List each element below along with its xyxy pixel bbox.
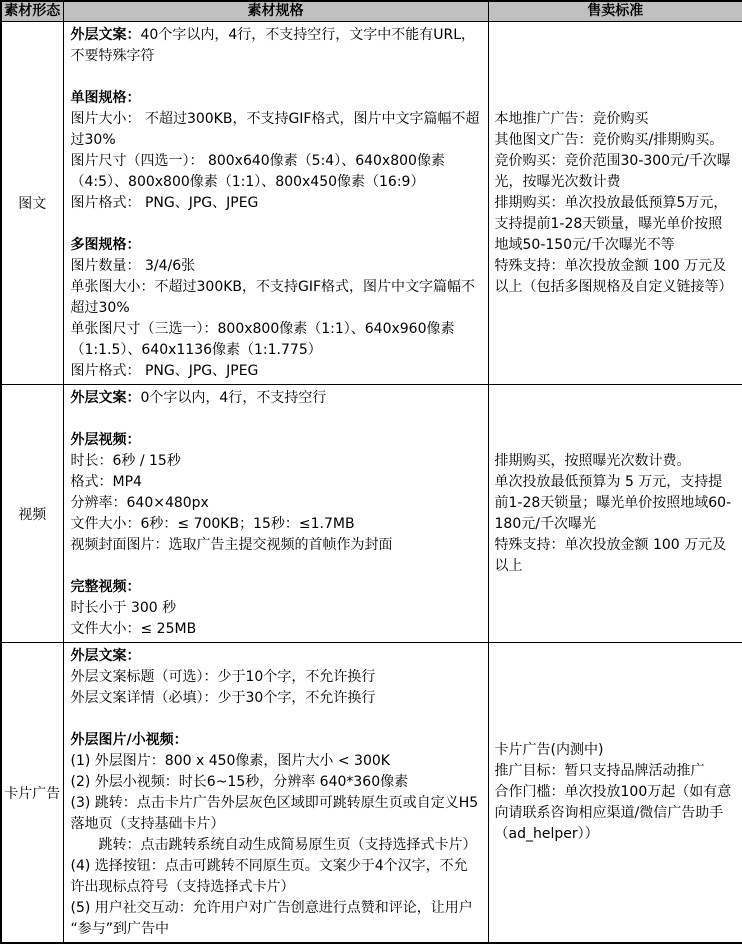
spec-line: (2) 外层小视频：时长6~15秒，分辨率 640*360像素 [70, 774, 409, 790]
spec-line [71, 214, 481, 235]
spec-line: (5) 用户社交互动：允许用户对广告创意进行点赞和评论，让用户“参与”到广告中 [70, 900, 473, 937]
spec-line: 多图规格： [70, 237, 141, 253]
spec-line: (4) 选择按钮：点击可跳转不同原生页。文案少于4个汉字，不允许出现标点符号（支持选择式卡片） [70, 858, 468, 895]
sale-line: 单次投放最低预算为 5 万元，支持提前1-28天锁量；曝光单价按照地域60-180元/千次曝光 [494, 473, 732, 532]
spec-line: 文件大小：6秒：≤ 700KB；15秒：≤1.7MB [70, 516, 355, 532]
table-row [1, 385, 742, 643]
sale-line: 排期购买：单次投放最低预算5万元，支持提前1-28天锁量，曝光单价按照地域50-150元/千次曝光不等 [494, 194, 728, 253]
spec-line: 外层图片/小视频： [70, 732, 188, 748]
spec-line: 时长小于 300 秒 [70, 600, 177, 616]
spec-line: 时长：6秒 / 15秒 [70, 453, 181, 469]
table-row [1, 643, 742, 944]
spec-line: (1) 外层图片：800 x 450像素，图片大小 < 300K [70, 753, 390, 769]
material-form-cell: 视频 [1, 385, 63, 643]
spec-line: 图片数量： 3/4/6张 [70, 258, 196, 274]
spec-line: 外层文案： [70, 648, 141, 664]
material-form-cell: 图文 [1, 22, 63, 385]
spec-line: 外层文案：0个字以内，4行，不支持空行 [70, 390, 327, 406]
header-material-form: 素材形态 [1, 1, 63, 22]
header-sale-standard: 售卖标准 [488, 1, 742, 22]
material-form-cell: 卡片广告 [1, 643, 63, 944]
sale-standard-cell [488, 643, 742, 944]
spec-line: (3) 跳转：点击卡片广告外层灰色区域即可跳转原生页或自定义H5落地页（支持基础卡片） [70, 795, 479, 832]
sale-line: 特殊支持：单次投放金额 100 万元及以上（包括多图规格及自定义链接等） [494, 257, 733, 295]
sale-standard-cell [488, 385, 742, 643]
spec-line: 格式：MP4 [70, 474, 142, 490]
spec-line: 外层文案标题（可选）：少于10个字，不允许换行 [70, 669, 376, 685]
spec-line: 图片格式： PNG、JPG、JPEG [70, 195, 259, 211]
sale-line: 本地推广广告：竞价购买 [494, 110, 649, 127]
spec-line: 外层视频： [70, 432, 141, 448]
spec-line: 跳转：点击跳转系统自动生成简易原生页（支持选择式卡片） [98, 837, 477, 853]
spec-line: 单图规格： [70, 90, 141, 106]
material-spec-cell [63, 22, 488, 385]
spec-line: 图片大小： 不超过300KB，不支持GIF格式，图片中文字篇幅不超过30% [70, 111, 480, 148]
spec-line: 单张图大小：不超过300KB，不支持GIF格式，图片中文字篇幅不超过30% [70, 279, 476, 316]
sale-line: 合作门槛：单次投放100万起（如有意向请联系咨询相应渠道/微信广告助手（ad_helper）） [494, 784, 732, 842]
spec-line [71, 67, 481, 88]
table-row [1, 22, 742, 385]
spec-line [71, 409, 481, 430]
spec-line [71, 709, 481, 730]
sale-line: 特殊支持：单次投放金额 100 万元及以上 [494, 536, 727, 574]
material-spec-cell [63, 643, 488, 944]
spec-line [71, 556, 481, 577]
table-header [1, 1, 742, 22]
spec-line: 完整视频： [70, 579, 141, 595]
spec-line: 图片尺寸（四选一）： 800x640像素（5:4）、640x800像素（4:5）、800x800像素（1:1）、800x450像素（16:9） [70, 153, 445, 190]
spec-line: 单张图尺寸（三选一）：800x800像素（1:1）、640x960像素（1:1.5）、640x1136像素（1:1.775） [70, 321, 455, 358]
sale-line: 推广目标：暂只支持品牌活动推广 [494, 763, 705, 779]
spec-line: 分辨率：640×480px [70, 495, 209, 511]
sale-line: 排期购买，按照曝光次数计费。 [494, 452, 691, 469]
table-body [1, 22, 742, 944]
sale-line: 竞价购买：竞价范围30-300元/千次曝光，按曝光次数计费 [494, 152, 731, 190]
spec-line: 外层文案：40个字以内，4行，不支持空行，文字中不能有URL，不要特殊字符 [70, 27, 475, 64]
spec-line: 文件大小：≤ 25MB [70, 621, 197, 637]
spec-line: 视频封面图片：选取广告主提交视频的首帧作为封面 [70, 537, 393, 553]
header-material-spec: 素材规格 [63, 1, 488, 22]
sale-standard-cell [488, 22, 742, 385]
sale-line: 卡片广告(内测中) [494, 742, 604, 758]
material-spec-cell [63, 385, 488, 643]
sale-line: 其他图文广告：竞价购买/排期购买。 [494, 131, 724, 148]
spec-line: 外层文案详情（必填）：少于30个字，不允许换行 [70, 690, 376, 706]
spec-line: 图片格式： PNG、JPG、JPEG [70, 363, 259, 379]
